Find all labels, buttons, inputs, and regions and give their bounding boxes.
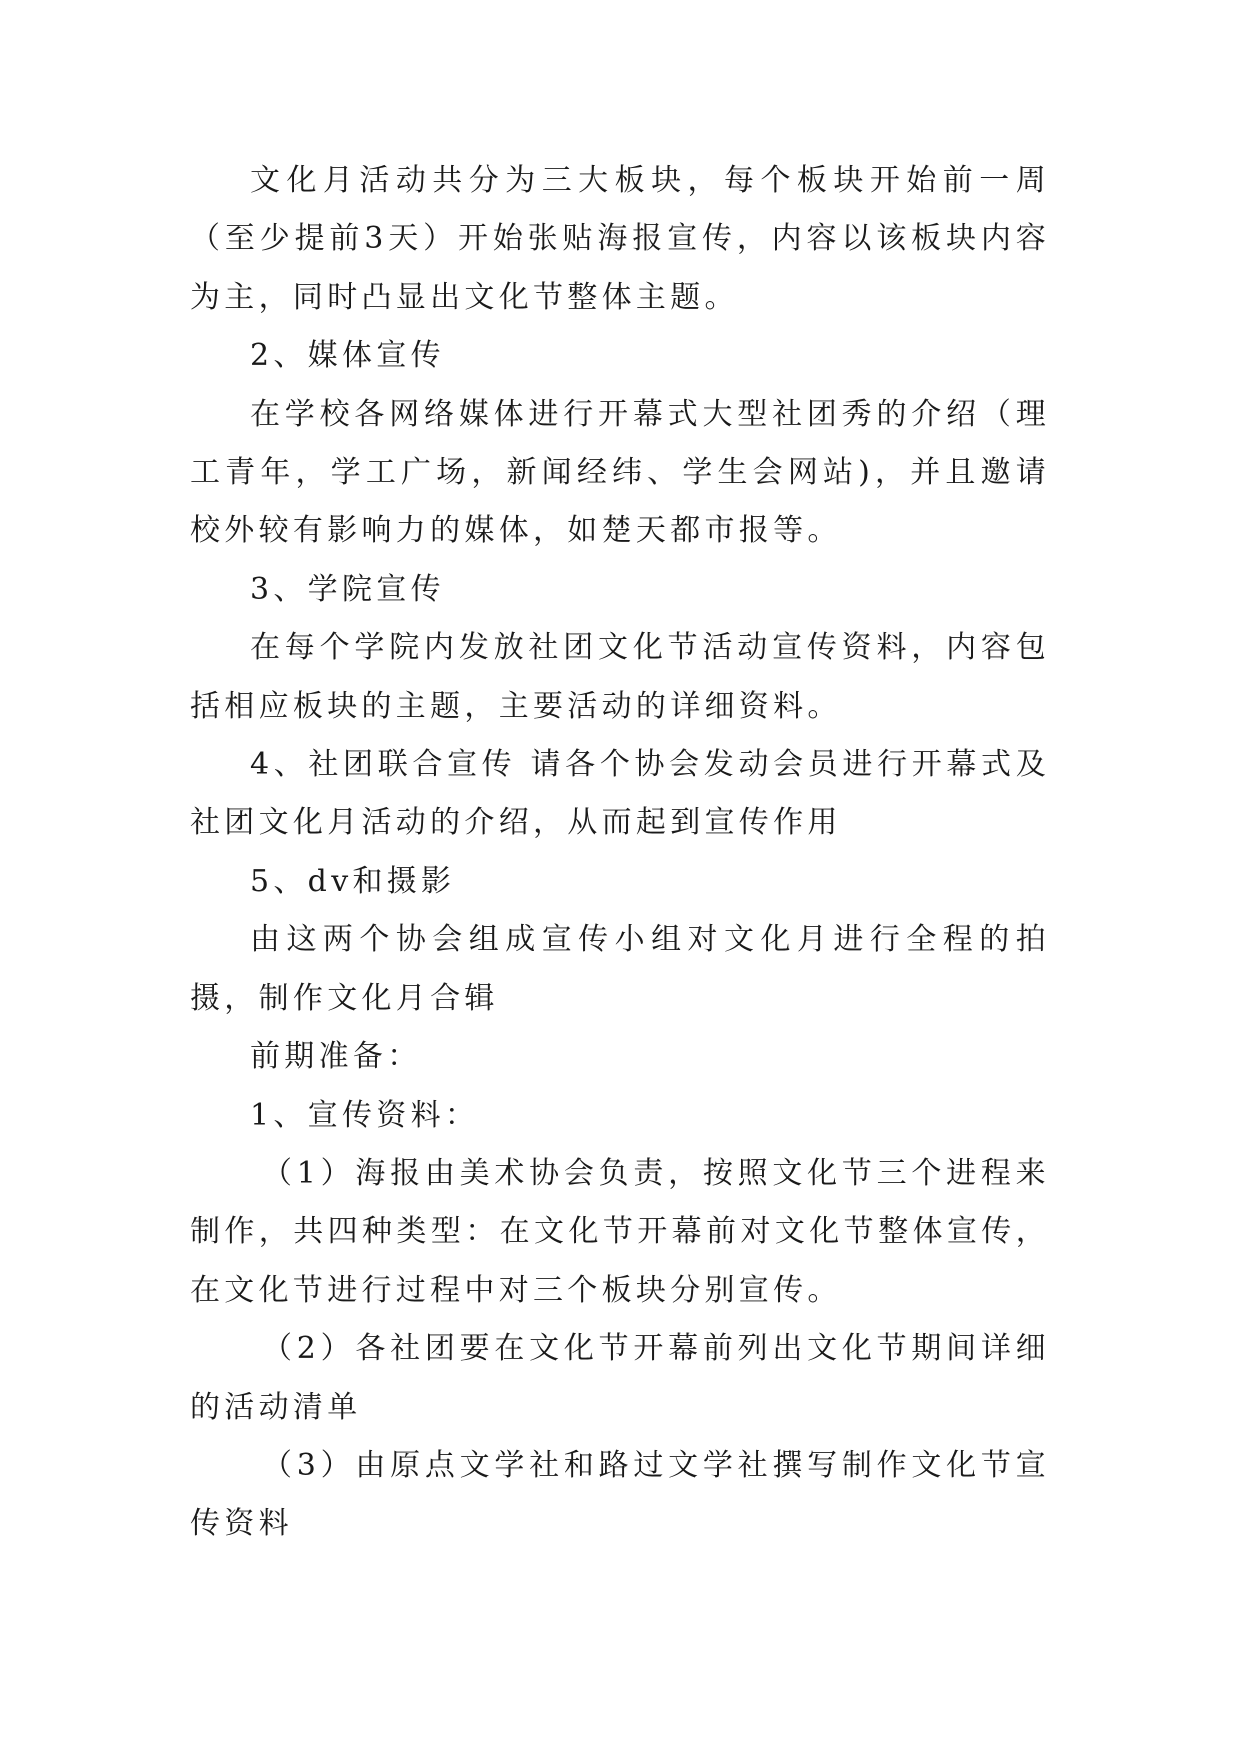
heading-media-publicity: 2、媒体宣传: [250, 338, 445, 374]
heading-preparation: 前期准备：: [250, 1039, 422, 1075]
heading-publicity-materials: 1、宣传资料：: [250, 1097, 480, 1133]
heading-college-publicity: 3、学院宣传: [250, 571, 445, 607]
paragraph-publicity-overview: 文化月活动共分为三大板块，每个板块开始前一周（至少提前3天）开始张贴海报宣传，内容以该板块内容为主，同时凸显出文化节整体主题。: [190, 163, 1050, 315]
heading-dv-photography: 5、dv和摄影: [250, 863, 456, 899]
document-body: [190, 152, 1050, 1554]
paragraph-posters: （1）海报由美术协会负责，按照文化节三个进程来制作，共四种类型：在文化节开幕前对文化节整体宣传，在文化节进行过程中对三个板块分别宣传。: [190, 1155, 1050, 1308]
paragraph-literary-materials: （3）由原点文学社和路过文学社撰写制作文化节宣传资料: [190, 1447, 1050, 1542]
paragraph-college-publicity: 在每个学院内发放社团文化节活动宣传资料，内容包括相应板块的主题，主要活动的详细资料。: [190, 630, 1050, 724]
paragraph-activity-list: （2）各社团要在文化节开幕前列出文化节期间详细的活动清单: [190, 1331, 1050, 1425]
paragraph-dv-photography: 由这两个协会组成宣传小组对文化月进行全程的拍摄，制作文化月合辑: [190, 922, 1050, 1016]
paragraph-club-joint-publicity: 4、社团联合宣传 请各个协会发动会员进行开幕式及社团文化月活动的介绍，从而起到宣传作用: [190, 747, 1050, 841]
paragraph-media-publicity: 在学校各网络媒体进行开幕式大型社团秀的介绍（理工青年，学工广场，新闻经纬、学生会网站)，并且邀请校外较有影响力的媒体，如楚天都市报等。: [190, 396, 1050, 549]
